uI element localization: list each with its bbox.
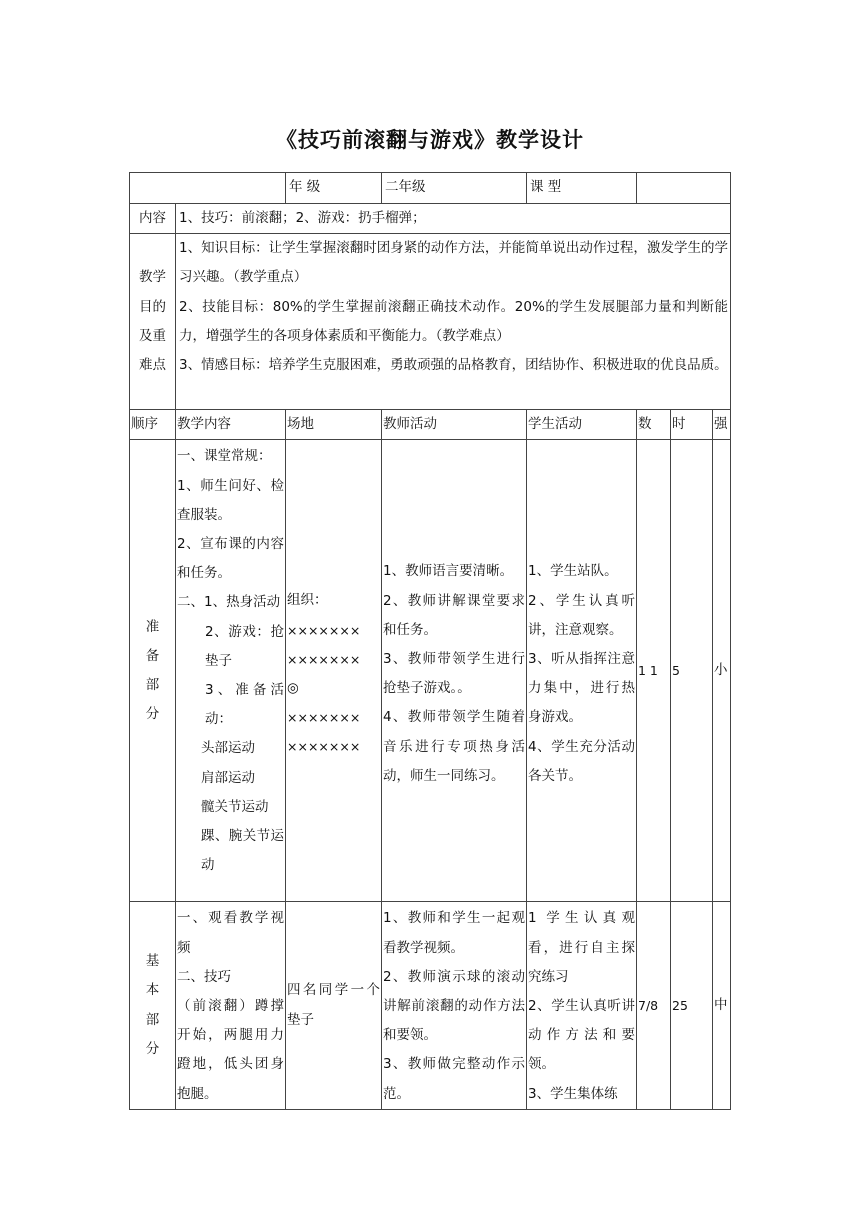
content-line: 髋关节运动 <box>201 798 269 815</box>
section-intensity: 中 <box>713 902 731 1109</box>
section-content <box>176 902 286 1109</box>
teacher-line: 2、教师讲解课堂要求和任务。 <box>383 592 525 638</box>
content-line: 二、1、热身活动 <box>177 594 281 611</box>
section-teacher <box>382 440 527 902</box>
section-label <box>130 440 176 902</box>
lesson-plan-table <box>129 172 731 1110</box>
column-header-row <box>130 410 731 440</box>
header-blank-cell <box>130 173 286 204</box>
objectives-row <box>130 234 731 410</box>
content-line: （前滚翻）蹲撑开始，两腿用力蹬地，低头团身抱腿。 <box>177 998 284 1102</box>
objectives-label-line: 教学 <box>139 269 166 286</box>
teacher-line: 4、教师带领学生随着音乐进行专项热身活动，师生一同练习。 <box>383 709 525 784</box>
section-label-line: 本 <box>145 982 160 999</box>
section-row-preparation <box>130 440 731 902</box>
col-teacher: 教师活动 <box>382 410 527 440</box>
section-label-line: 分 <box>145 706 160 723</box>
student-line: 1、学生站队。 <box>528 563 618 580</box>
content-line: 头部运动 <box>201 740 255 757</box>
section-student <box>527 440 637 902</box>
content-line: 一、观看教学视频 <box>177 910 284 956</box>
content-line: 2、游戏：抢垫子 <box>205 623 284 669</box>
section-label-line: 基 <box>145 953 160 970</box>
section-count: 1 1 <box>637 440 671 902</box>
col-content: 教学内容 <box>176 410 286 440</box>
objectives-label-line: 目的 <box>139 298 166 315</box>
content-line: 肩部运动 <box>201 769 255 786</box>
section-student <box>527 902 637 1109</box>
col-order: 顺序 <box>130 410 176 440</box>
content-line: 3、准备活动： <box>205 682 284 728</box>
objectives-text <box>176 234 731 410</box>
content-row <box>130 204 731 234</box>
student-line: 1 学生认真观看，进行自主探究练习 <box>528 910 635 985</box>
teacher-line: 3、教师做完整动作示范。 <box>383 1056 525 1102</box>
objectives-label <box>130 234 176 410</box>
section-label-line: 准 <box>145 618 160 635</box>
student-line: 3、学生集体练 <box>528 1085 618 1102</box>
formation-row: ××××××× <box>287 739 361 755</box>
section-count: 7/8 <box>637 902 671 1109</box>
grade-label: 年 级 <box>286 173 382 204</box>
document-title: 《技巧前滚翻与游戏》教学设计 <box>276 128 584 152</box>
teacher-line: 2、教师演示球的滚动讲解前滚翻的动作方法和要领。 <box>383 968 525 1044</box>
formation-row: ××××××× <box>287 622 361 638</box>
section-teacher <box>382 902 527 1109</box>
header-row <box>130 173 731 204</box>
student-line: 2、学生认真听讲动作方法和要领。 <box>528 998 635 1073</box>
section-label-line: 部 <box>145 1011 160 1028</box>
venue-line: 组织： <box>287 592 328 609</box>
section-label-line: 备 <box>145 647 160 664</box>
teacher-line: 1、教师和学生一起观看教学视频。 <box>383 910 525 956</box>
grade-value: 二年级 <box>382 173 527 204</box>
section-label-line: 部 <box>145 676 160 693</box>
section-label <box>130 902 176 1109</box>
student-line: 4、学生充分活动各关节。 <box>528 738 635 784</box>
skill-objective: 2、技能目标：80%的学生掌握前滚翻正确技术动作。20%的学生发展腿部力量和判断能力，增强学生的各项身体素质和平衡能力。（教学难点） <box>179 298 728 344</box>
teacher-line: 3、教师带领学生进行抢垫子游戏。。 <box>383 651 525 697</box>
lesson-type-value <box>637 173 731 204</box>
content-line: 踝、腕关节运动 <box>201 828 284 874</box>
affective-objective: 3、情感目标：培养学生克服困难，勇敢顽强的品格教育，团结协作、积极进取的优良品质。 <box>179 357 728 374</box>
content-line: 2、宣布课的内容和任务。 <box>177 536 284 582</box>
formation-row: ××××××× <box>287 710 361 726</box>
teacher-position-marker: ◎ <box>287 680 299 697</box>
section-venue <box>286 440 382 902</box>
student-line: 2、学生认真听讲，注意观察。 <box>528 592 635 638</box>
content-text: 1、技巧：前滚翻；2、游戏：扔手榴弹； <box>176 204 731 234</box>
objectives-label-line: 难点 <box>139 356 166 373</box>
col-count: 数 <box>637 410 671 440</box>
section-row-basic <box>130 902 731 1109</box>
section-time: 5 <box>671 440 713 902</box>
content-line: 1、师生问好、检查服装。 <box>177 477 284 523</box>
col-student: 学生活动 <box>527 410 637 440</box>
objectives-label-line: 及重 <box>139 327 166 344</box>
col-time: 时 <box>671 410 713 440</box>
col-venue: 场地 <box>286 410 382 440</box>
content-line: 一、课堂常规： <box>177 448 272 465</box>
section-intensity: 小 <box>713 440 731 902</box>
section-time: 25 <box>671 902 713 1109</box>
lesson-type-label: 课 型 <box>527 173 637 204</box>
student-line: 3、听从指挥注意力集中，进行热身游戏。 <box>528 651 635 726</box>
content-label: 内容 <box>130 204 176 234</box>
section-content <box>176 440 286 902</box>
col-intensity: 强 <box>713 410 731 440</box>
section-label-line: 分 <box>145 1040 160 1057</box>
formation-row: ××××××× <box>287 651 361 667</box>
knowledge-objective: 1、知识目标：让学生掌握滚翻时团身紧的动作方法，并能简单说出动作过程，激发学生的学习兴趣。（教学重点） <box>179 240 728 286</box>
content-line: 二、技巧 <box>177 968 231 985</box>
teacher-line: 1、教师语言要清晰。 <box>383 563 514 580</box>
section-venue: 四名同学一个垫子 <box>286 902 382 1109</box>
